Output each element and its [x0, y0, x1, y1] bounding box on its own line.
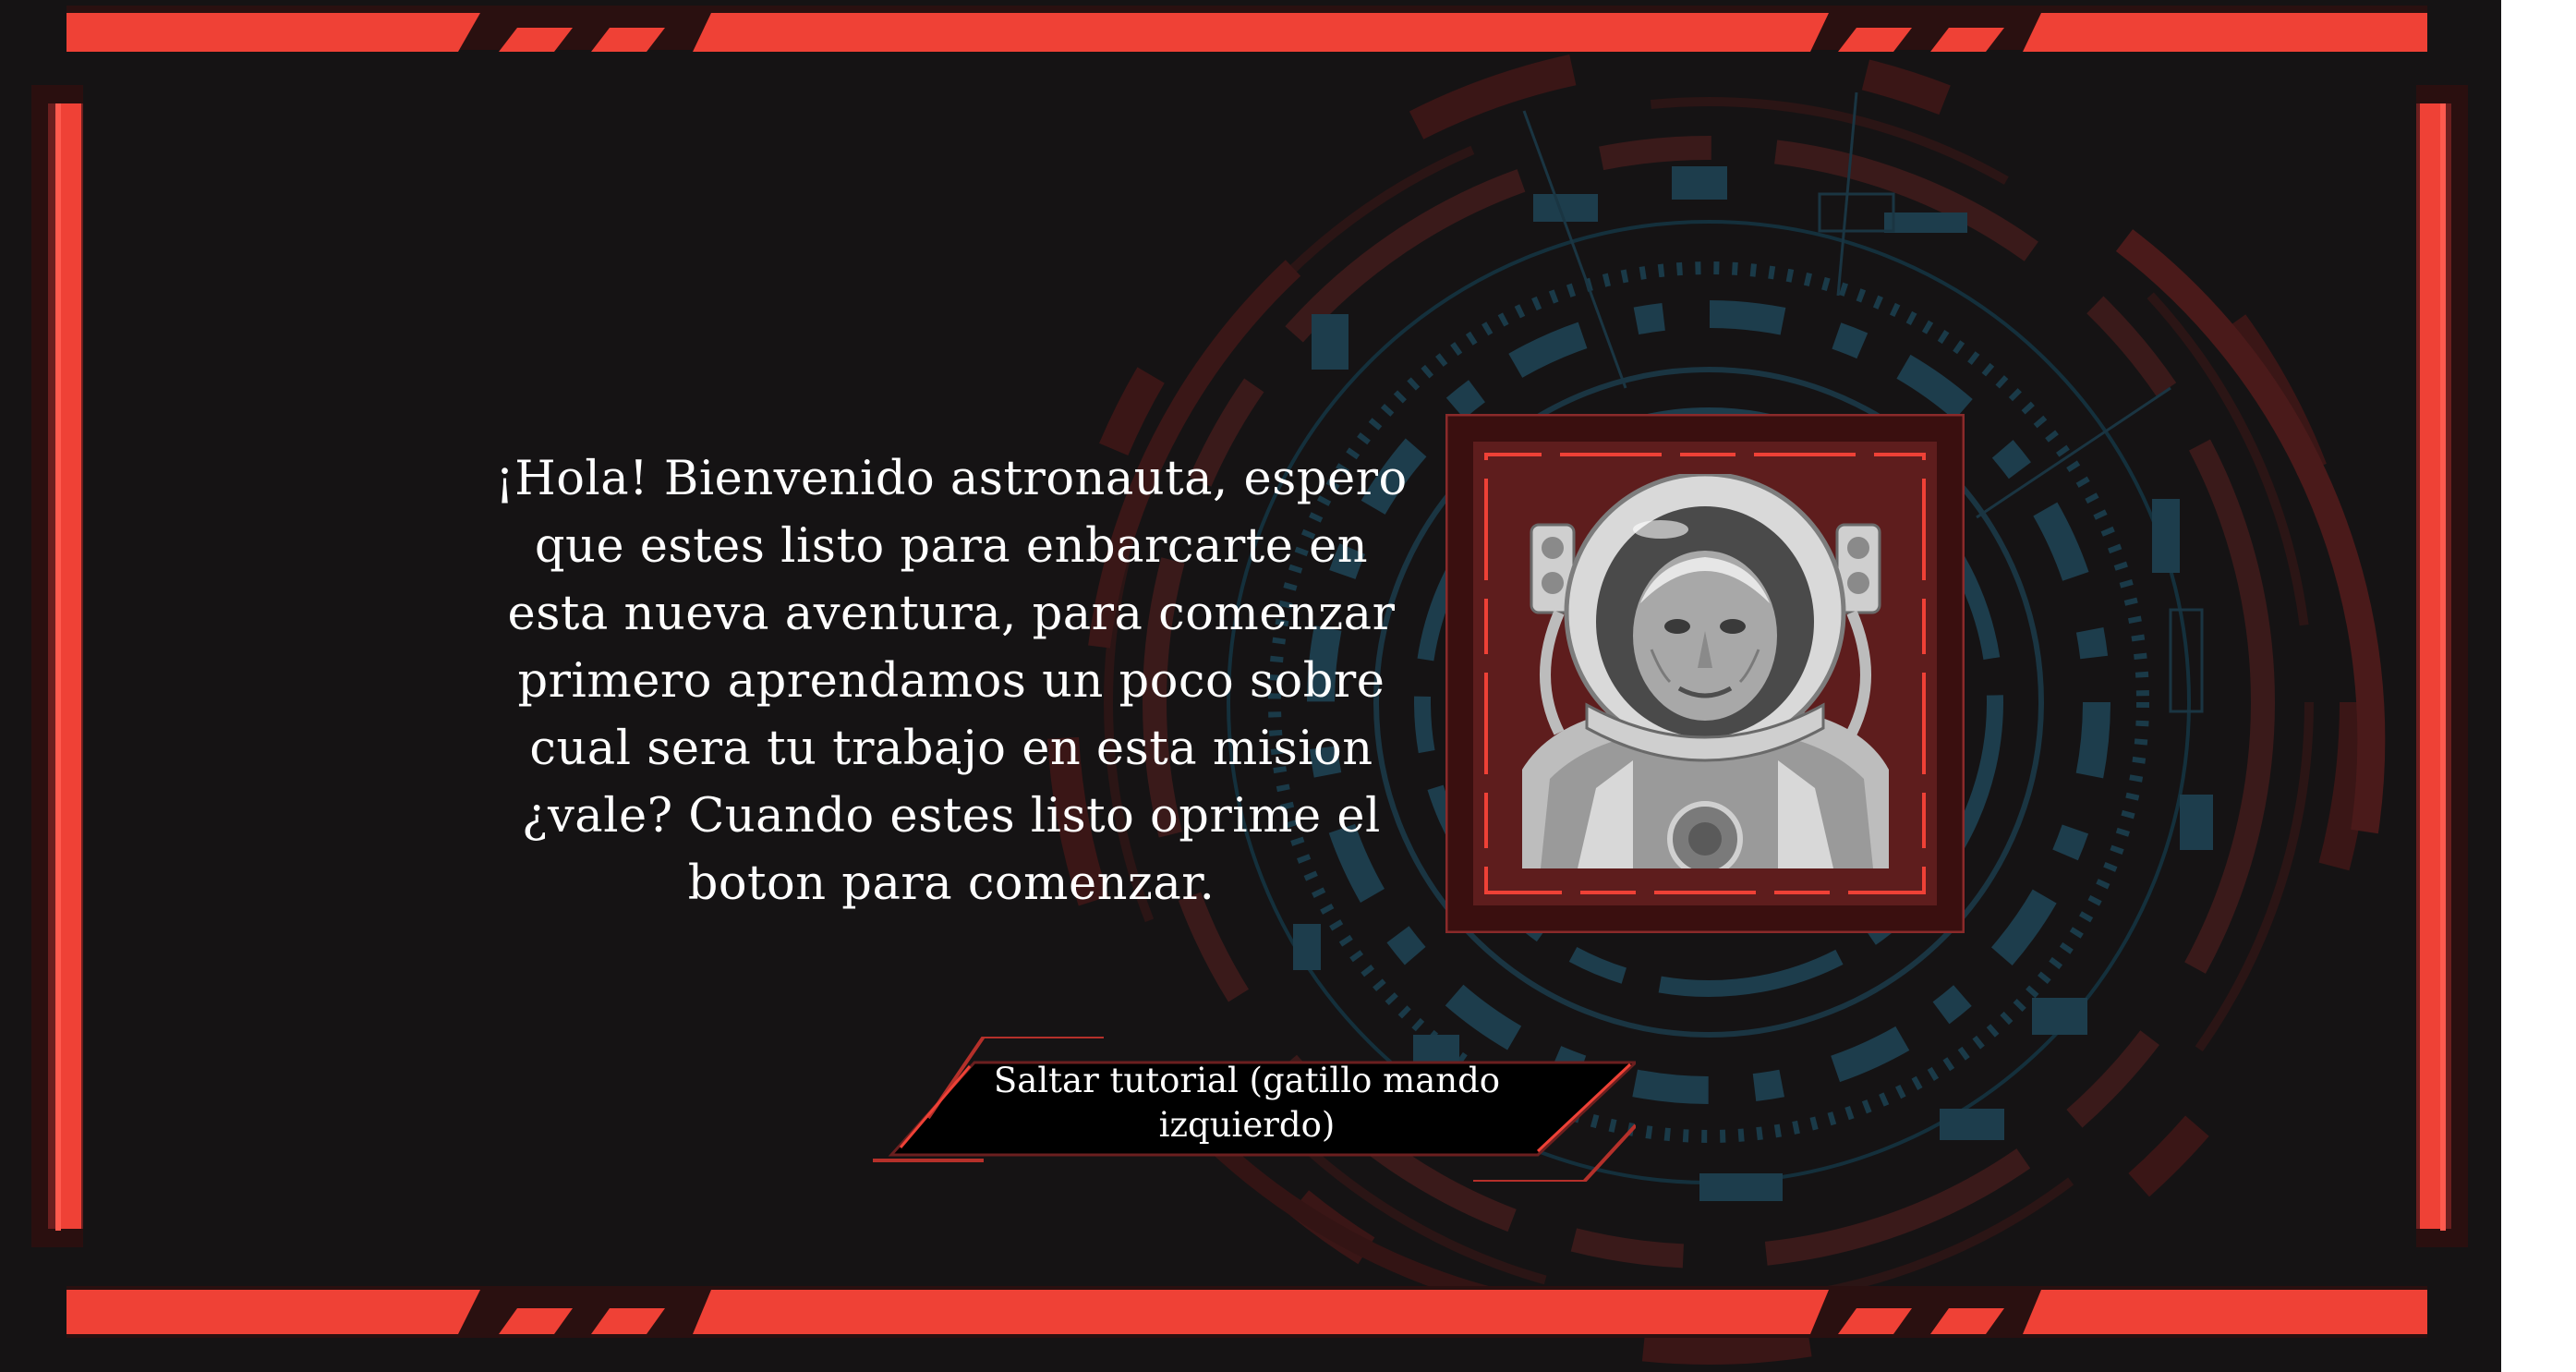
skip-tutorial-button[interactable] [873, 1037, 1636, 1182]
frame-right-bar [2416, 85, 2468, 1247]
frame-bottom-bar [67, 1286, 2427, 1338]
dialog-message: ¡Hola! Bienvenido astronauta, espero que estes listo para enbarcarte en esta nueva aventura, para comenzar primero aprendamos un poco sobre cual sera tu trabajo en esta mision ¿vale? Cuando estes listo oprime el boton para comenzar. [495, 452, 1408, 911]
frame-top-bar [67, 6, 2427, 52]
frame-left-bar [31, 85, 83, 1247]
astronaut-portrait-icon [1522, 474, 1889, 868]
skip-tutorial-label: Saltar tutorial (gatillo mando izquierdo) [993, 1061, 1501, 1145]
